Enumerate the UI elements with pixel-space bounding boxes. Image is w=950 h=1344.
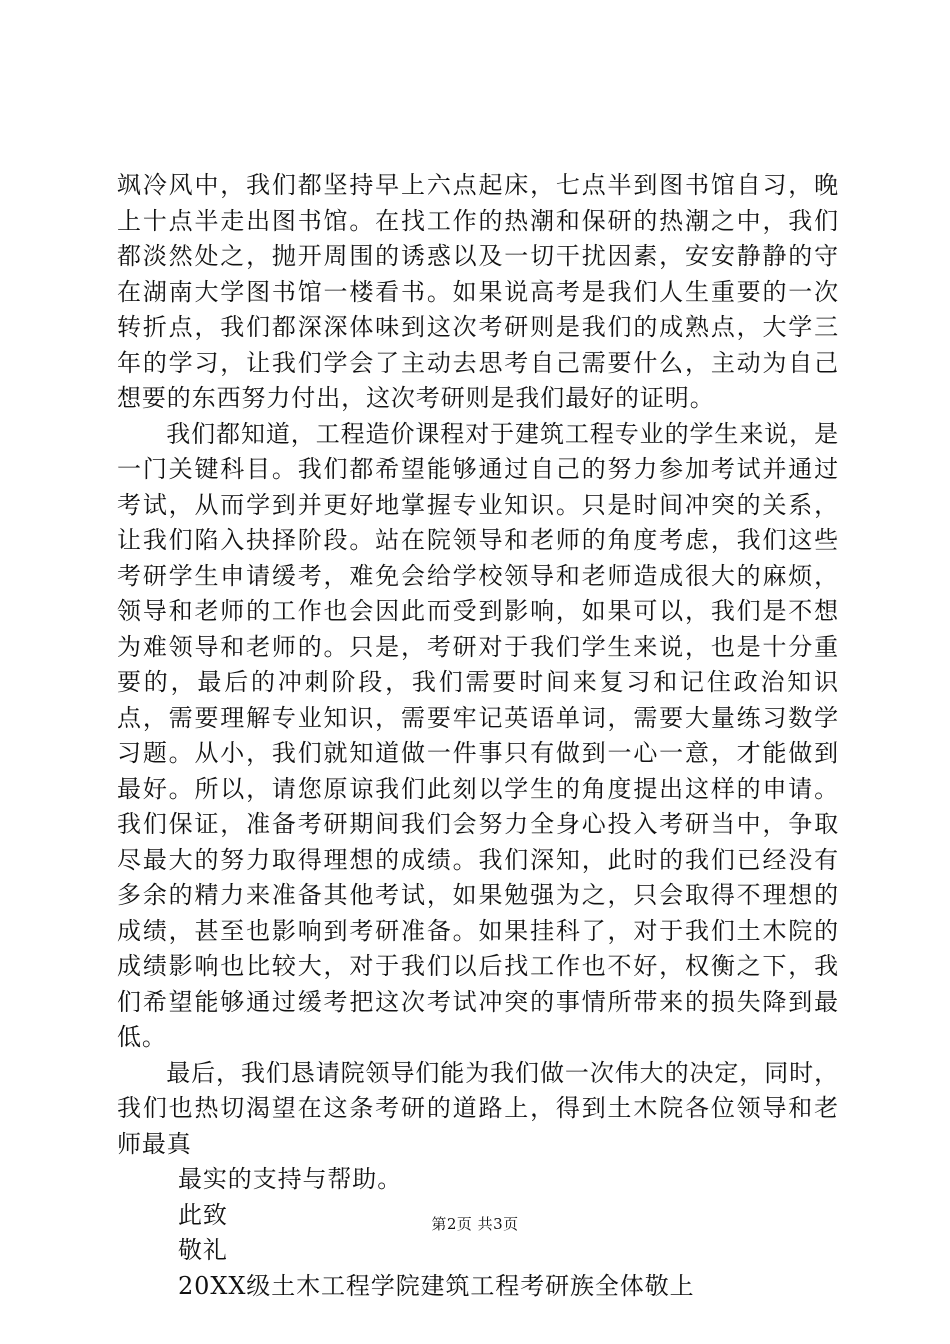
page-number-footer: 第2页 共3页: [431, 1215, 519, 1233]
closing-support-line: 最实的支持与帮助。: [178, 1165, 403, 1193]
paragraph-exam-conflict: 我们都知道，工程造价课程对于建筑工程专业的学生来说，是一门关键科目。我们都希望能够通过自己的努力参加考试并通过考试，从而学到并更好地掌握专业知识。只是时间冲突的关系，让我们陷入抉择阶段。站在院领导和老师的角度考虑，我们这些考研学生申请缓考，难免会给学校领导和老师造成很大的麻烦，领导和老师的工作也会因此而受到影响，如果可以，我们是不想为难领导和老师的。只是，考研对于我们学生来说，也是十分重要的，最后的冲刺阶段，我们需要时间来复习和记住政治知识点，需要理解专业知识，需要牢记英语单词，需要大量练习数学习题。从小，我们就知道做一件事只有做到一心一意，才能做到最好。所以，请您原谅我们此刻以学生的角度提出这样的申请。我们保证，准备考研期间我们会努力全身心投入考研当中，争取尽最大的努力取得理想的成绩。我们深知，此时的我们已经没有多余的精力来准备其他考试，如果勉强为之，只会取得不理想的成绩，甚至也影响到考研准备。如果挂科了，对于我们土木院的成绩影响也比较大，对于我们以后找工作也不好，权衡之下，我们希望能够通过缓考把这次考试冲突的事情所带来的损失降到最低。: [117, 419, 839, 1051]
paragraph-request: 最后，我们恳请院领导们能为我们做一次伟大的决定，同时，我们也热切渴望在这条考研的道路上，得到土木院各位领导和老师最真: [117, 1058, 839, 1158]
closing-salutation: 此致: [178, 1200, 228, 1229]
paragraph-continuation: 飒冷风中，我们都坚持早上六点起床，七点半到图书馆自习，晚上十点半走出图书馆。在找工作的热潮和保研的热潮之中，我们都淡然处之，抛开周围的诱惑以及一切干扰因素，安安静静的守在湖南大学图书馆一楼看书。如果说高考是我们人生重要的一次转折点，我们都深深体味到这次考研则是我们的成熟点，大学三年的学习，让我们学会了主动去思考自己需要什么，主动为自己想要的东西努力付出，这次考研则是我们最好的证明。: [117, 171, 839, 412]
closing-signature: 20XX级土木工程学院建筑工程考研族全体敬上: [178, 1271, 695, 1300]
closing-regards: 敬礼: [178, 1236, 228, 1264]
document-body: [117, 168, 839, 1304]
